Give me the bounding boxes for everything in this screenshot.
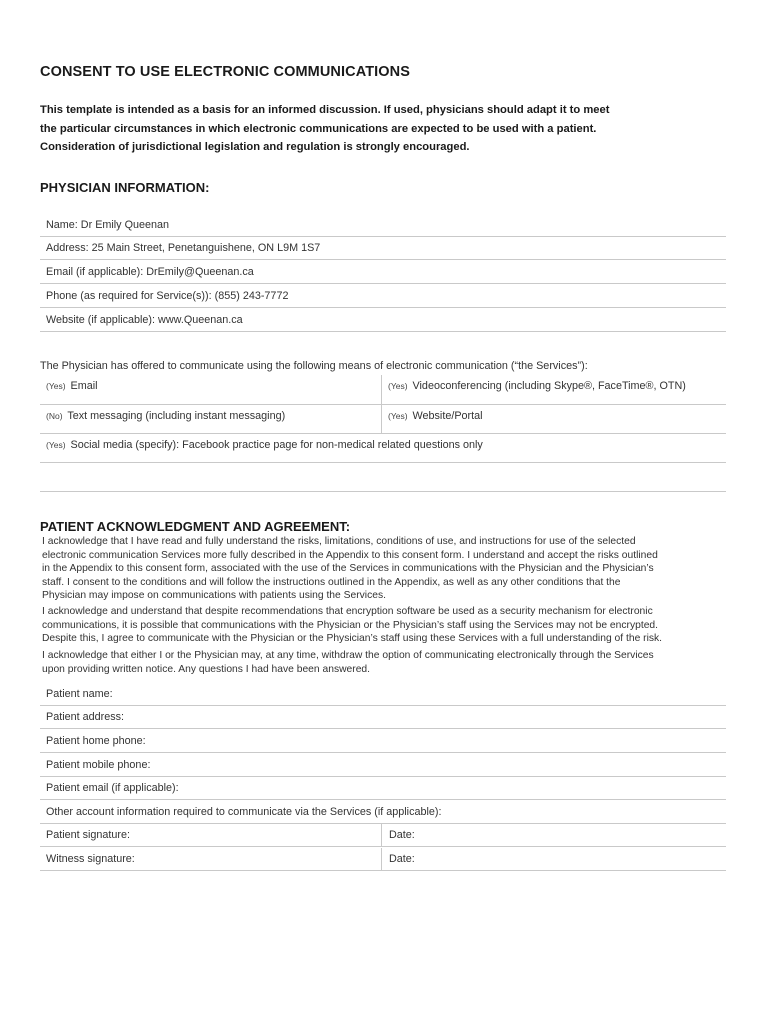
physician-name: Name: Dr Emily Queenan (46, 219, 170, 231)
ack-paragraph-3 (42, 649, 726, 676)
ack-line: electronic communication Services more fully described in the Appendix to this consent form. I understand and accept the risks outlined (42, 549, 658, 561)
physician-email: Email (if applicable): DrEmily@Queenan.ca (46, 266, 254, 278)
form-title: CONSENT TO USE ELECTRONIC COMMUNICATIONS (40, 64, 410, 80)
other-account-field[interactable] (40, 801, 726, 824)
witness-signature-row[interactable] (40, 848, 726, 871)
ack-line: I acknowledge that either I or the Physician may, at any time, withdraw the option of communicating electronically through the Services (42, 650, 654, 661)
physician-phone-field[interactable] (40, 285, 726, 308)
service-video[interactable] (388, 380, 686, 392)
patient-mobile-phone-label: Patient mobile phone: (46, 759, 151, 771)
ack-line: communications, it is possible that communications with the Physician or the Physician’s staff using the Services may not be encrypted. (42, 619, 659, 631)
patient-name-label: Patient name: (46, 688, 113, 700)
service-text-mark: (No) (46, 411, 63, 421)
intro-line: the particular circumstances in which electronic communications are expected to be used with a patient. (40, 122, 597, 135)
service-email-label: Email (70, 380, 98, 392)
column-divider (381, 375, 382, 404)
patient-heading: PATIENT ACKNOWLEDGMENT AND AGREEMENT: (40, 519, 351, 534)
intro-line: This template is intended as a basis for an informed discussion. If used, physicians should adapt it to meet (40, 104, 610, 116)
patient-signature-row[interactable] (40, 824, 726, 847)
service-web[interactable] (388, 410, 483, 422)
patient-email-field[interactable] (40, 777, 726, 800)
patient-home-phone-field[interactable] (40, 730, 726, 753)
ack-line: in the Appendix to this consent form, associated with the use of the Services in communications with the Physician and the Physician’s (42, 563, 654, 575)
service-text-label: Text messaging (including instant messaging) (67, 410, 286, 422)
ack-line: Despite this, I agree to communicate with the Physician or the Physician’s staff using these Services with a full understanding of the risk. (42, 633, 663, 645)
patient-email-label: Patient email (if applicable): (46, 782, 179, 794)
services-row-3 (40, 434, 726, 463)
physician-email-field[interactable] (40, 261, 726, 284)
service-web-label: Website/Portal (412, 410, 483, 422)
intro-text (40, 101, 726, 157)
patient-address-label: Patient address: (46, 711, 125, 723)
service-social-mark: (Yes) (46, 440, 66, 450)
service-video-mark: (Yes) (388, 381, 408, 391)
ack-line: upon providing written notice. Any questions I had have been answered. (42, 663, 371, 675)
other-account-label: Other account information required to communicate via the Services (if applicable): (46, 806, 442, 818)
services-row-1 (40, 375, 726, 405)
patient-address-field[interactable] (40, 706, 726, 729)
column-divider (381, 405, 382, 433)
physician-name-field[interactable] (40, 214, 726, 237)
witness-date-label: Date: (389, 853, 415, 865)
service-web-mark: (Yes) (388, 411, 408, 421)
physician-website-field[interactable] (40, 309, 726, 332)
patient-name-field[interactable] (40, 683, 726, 706)
physician-heading: PHYSICIAN INFORMATION: (40, 180, 210, 195)
services-row-2 (40, 405, 726, 434)
service-social[interactable] (46, 439, 483, 451)
service-email-mark: (Yes) (46, 381, 66, 391)
physician-phone: Phone (as required for Service(s)): (855) 243-7772 (46, 290, 289, 302)
services-lead: The Physician has offered to communicate using the following means of electronic communication (“the Services”): (40, 360, 588, 372)
physician-address: Address: 25 Main Street, Penetanguishene, ON L9M 1S7 (46, 242, 321, 254)
patient-mobile-phone-field[interactable] (40, 754, 726, 777)
column-divider (381, 848, 382, 870)
column-divider (381, 824, 382, 846)
service-text[interactable] (46, 410, 285, 422)
patient-signature-label: Patient signature: (46, 829, 131, 841)
ack-line: staff. I consent to the conditions and will follow the instructions outlined in the Appendix, as well as any other conditions that the (42, 576, 621, 588)
intro-line: Consideration of jurisdictional legislation and regulation is strongly encouraged. (40, 141, 470, 153)
service-social-label: Social media (specify): Facebook practice page for non-medical related questions only (70, 439, 483, 451)
service-email[interactable] (46, 380, 98, 392)
service-video-label: Videoconferencing (including Skype®, FaceTime®, OTN) (412, 380, 686, 392)
services-blank-row[interactable] (40, 463, 726, 492)
physician-address-field[interactable] (40, 237, 726, 260)
physician-website: Website (if applicable): www.Queenan.ca (46, 314, 243, 326)
patient-home-phone-label: Patient home phone: (46, 735, 146, 747)
ack-line: I acknowledge and understand that despite recommendations that encryption software be used as a security mechanism for electronic (42, 606, 653, 617)
ack-line: I acknowledge that I have read and fully understand the risks, limitations, conditions of use, and instructions for use of the selected (42, 536, 636, 547)
ack-paragraph-1 (42, 535, 726, 603)
ack-line: Physician may impose on communications with patients using the Services. (42, 590, 386, 602)
patient-signature-date-label: Date: (389, 829, 415, 841)
witness-signature-label: Witness signature: (46, 853, 135, 865)
ack-paragraph-2 (42, 605, 726, 646)
